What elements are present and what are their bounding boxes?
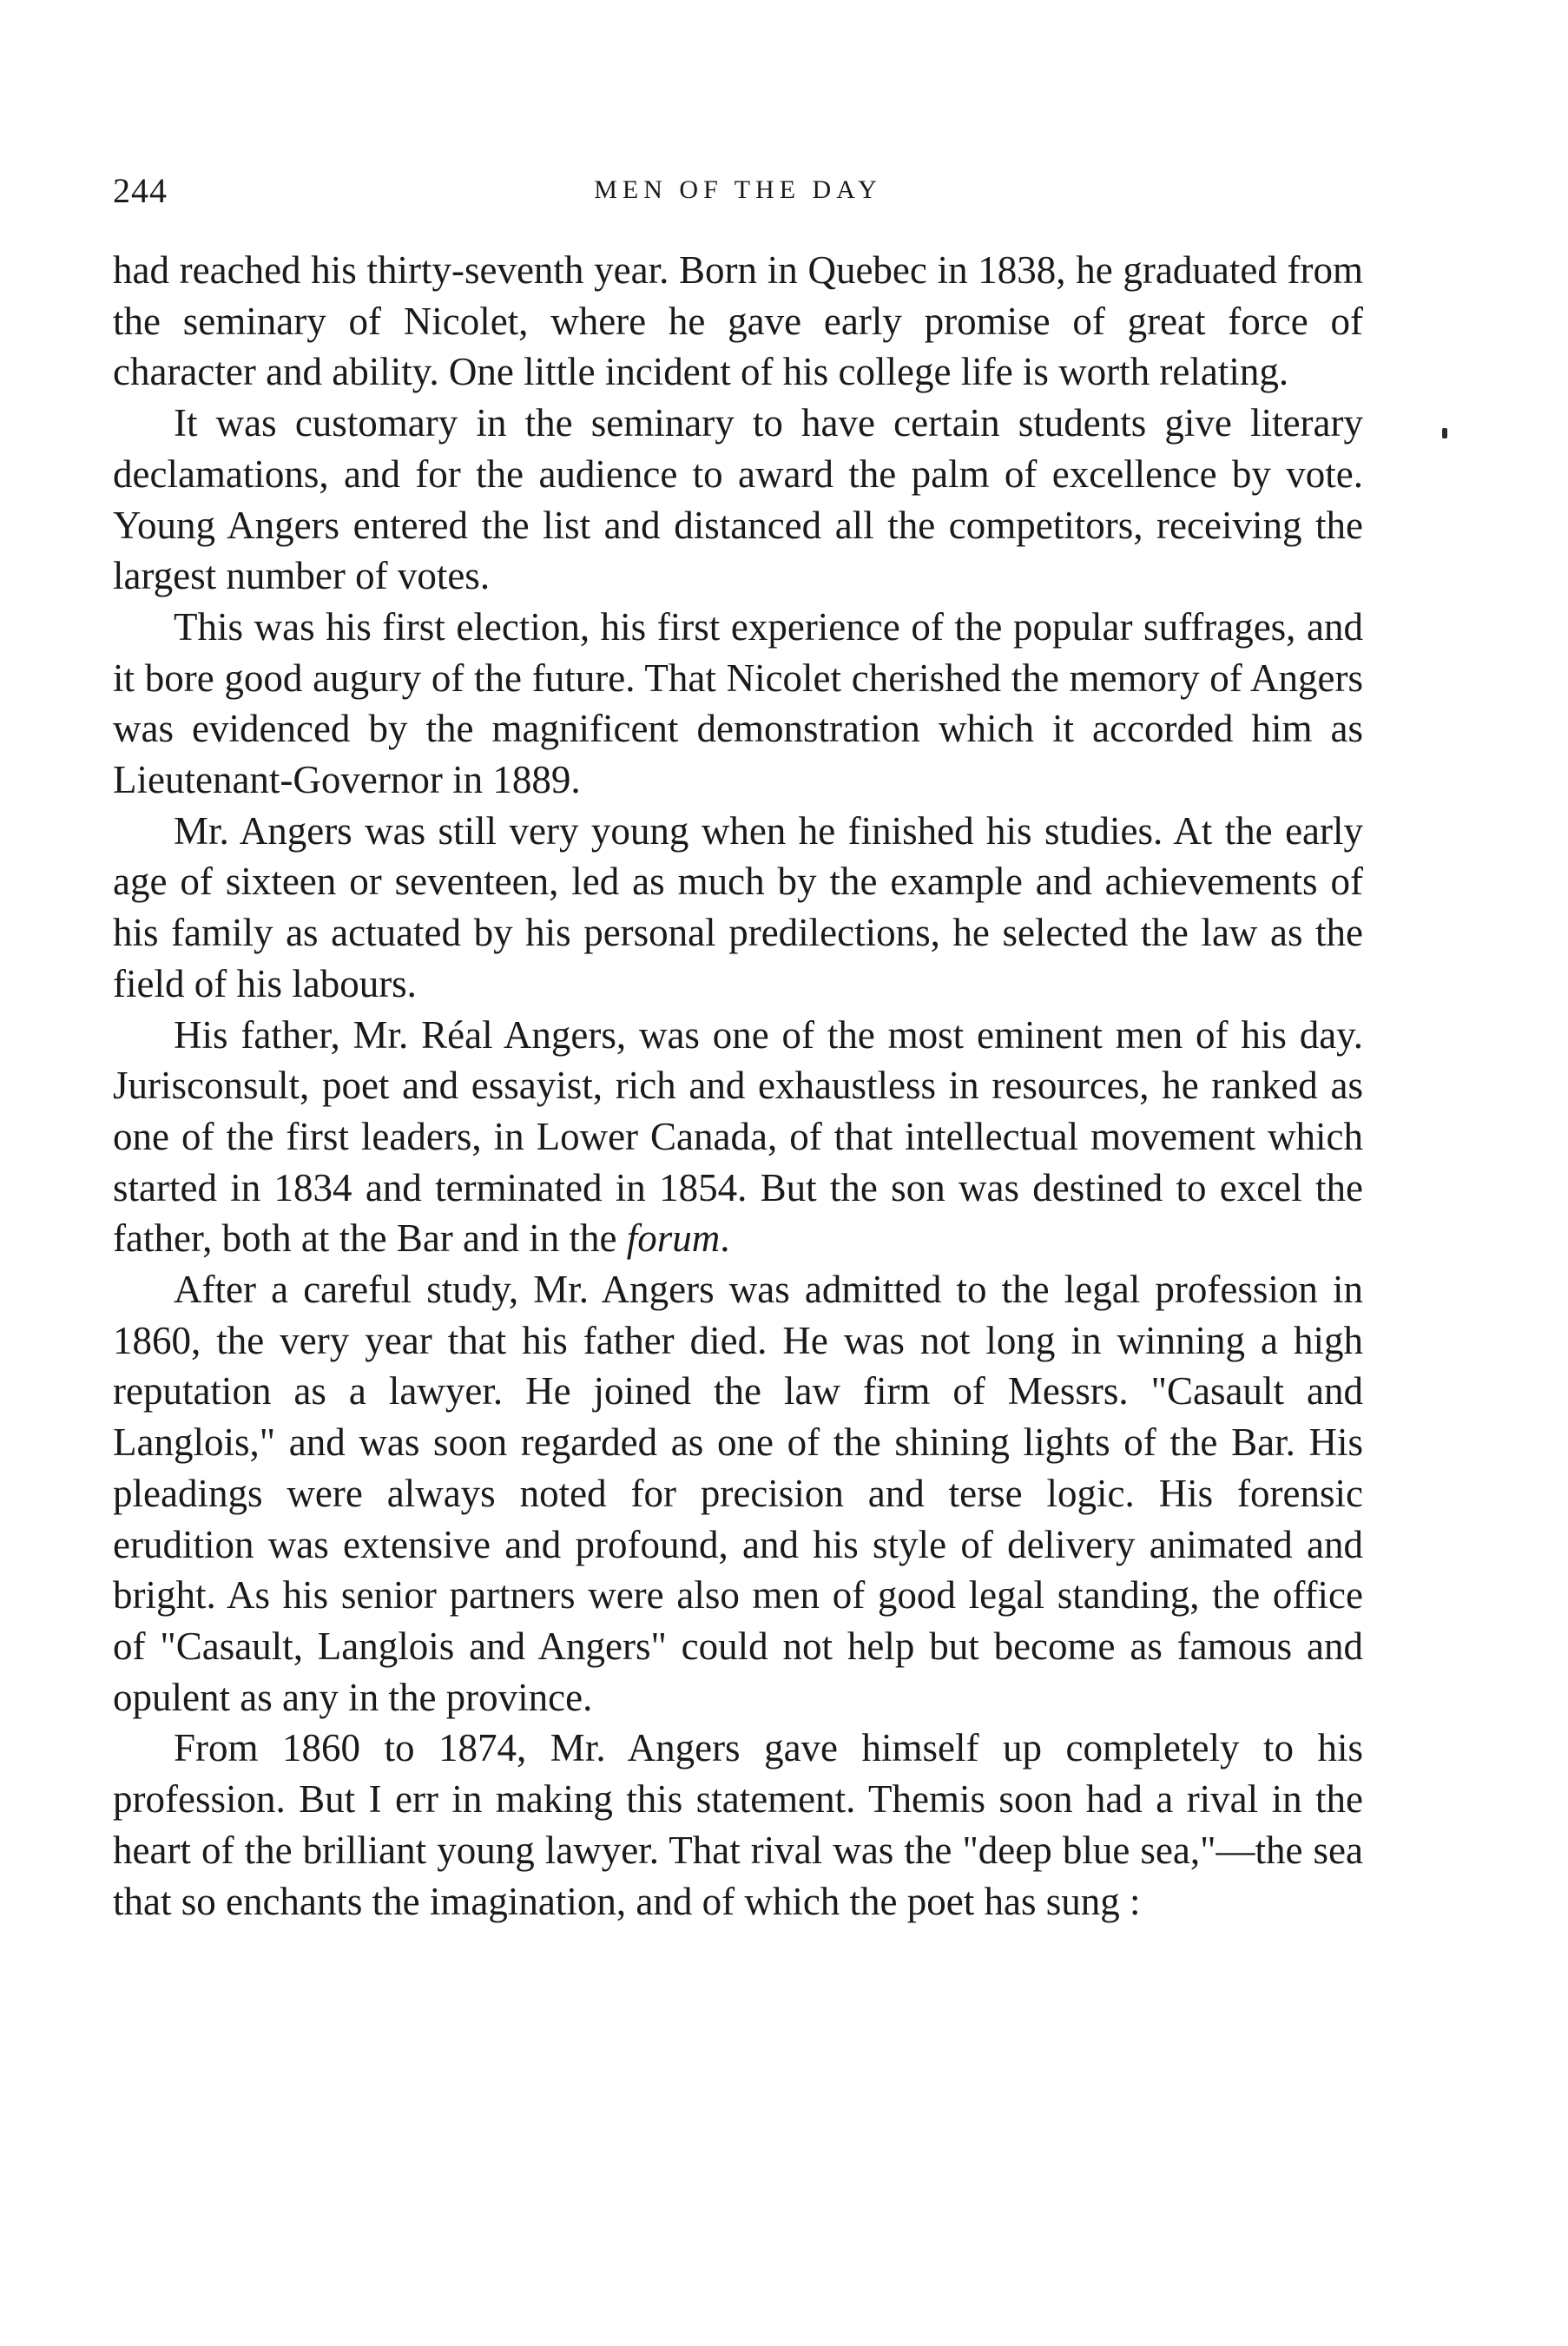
paragraph: [113, 1010, 1363, 1265]
italic-word: forum: [626, 1216, 721, 1261]
paragraph: From 1860 to 1874, Mr. Angers gave himself up completely to his profession. But I err in making this statement. Themis soon had a rival in the heart of the brilliant young lawyer. That rival was the "deep blue sea,"—the sea that so enchants the imagination, and of which the poet has sung :: [113, 1726, 1363, 1923]
margin-mark: [1442, 428, 1447, 438]
body-text: [113, 245, 1363, 1927]
paragraph: Mr. Angers was still very young when he finished his studies. At the early age of sixteen or seventeen, led as much by the example and achievements of his family as actuated by his personal predilections, he selected the law as the field of his labours.: [113, 808, 1363, 1005]
paragraph: This was his first election, his first experience of the popular suffrages, and it bore good augury of the future. That Nicolet cherished the memory of Angers was evidenced by the magnificent demonstration which it accorded him as Lieutenant-Governor in 1889.: [113, 604, 1363, 802]
paragraph-text: His father, Mr. Réal Angers, was one of the most eminent men of his day. Jurisconsult, poet and essayist, rich and exhaustless in resources, he ranked as one of the first leaders, in Lower Canada, of that intellectual movement which started in 1834 and terminated in 1854. But the son was destined to excel the father, both at the Bar and in the: [113, 1012, 1363, 1261]
running-head: MEN OF THE DAY: [594, 175, 882, 204]
paragraph-text-end: .: [720, 1216, 730, 1261]
page-header: [113, 170, 1363, 214]
paragraph: had reached his thirty-seventh year. Born in Quebec in 1838, he graduated from the seminary of Nicolet, where he gave early promise of great force of character and ability. One little incident of his college life is worth relating.: [113, 248, 1363, 394]
paragraph: It was customary in the seminary to have certain students give literary declamations, and for the audience to award the palm of excellence by vote. Young Angers entered the list and distanced all the competitors, receiving the largest number of votes.: [113, 401, 1363, 598]
page-number: 244: [113, 171, 168, 210]
paragraph: After a careful study, Mr. Angers was admitted to the legal profession in 1860, the very year that his father died. He was not long in winning a high reputation as a lawyer. He joined the law firm of Messrs. "Casault and Langlois," and was soon regarded as one of the shining lights of the Bar. His pleadings were always noted for precision and terse logic. His forensic erudition was extensive and profound, and his style of delivery animated and bright. As his senior partners were also men of good legal standing, the office of "Casault, Langlois and Angers" could not help but become as famous and opulent as any in the province.: [113, 1268, 1363, 1719]
